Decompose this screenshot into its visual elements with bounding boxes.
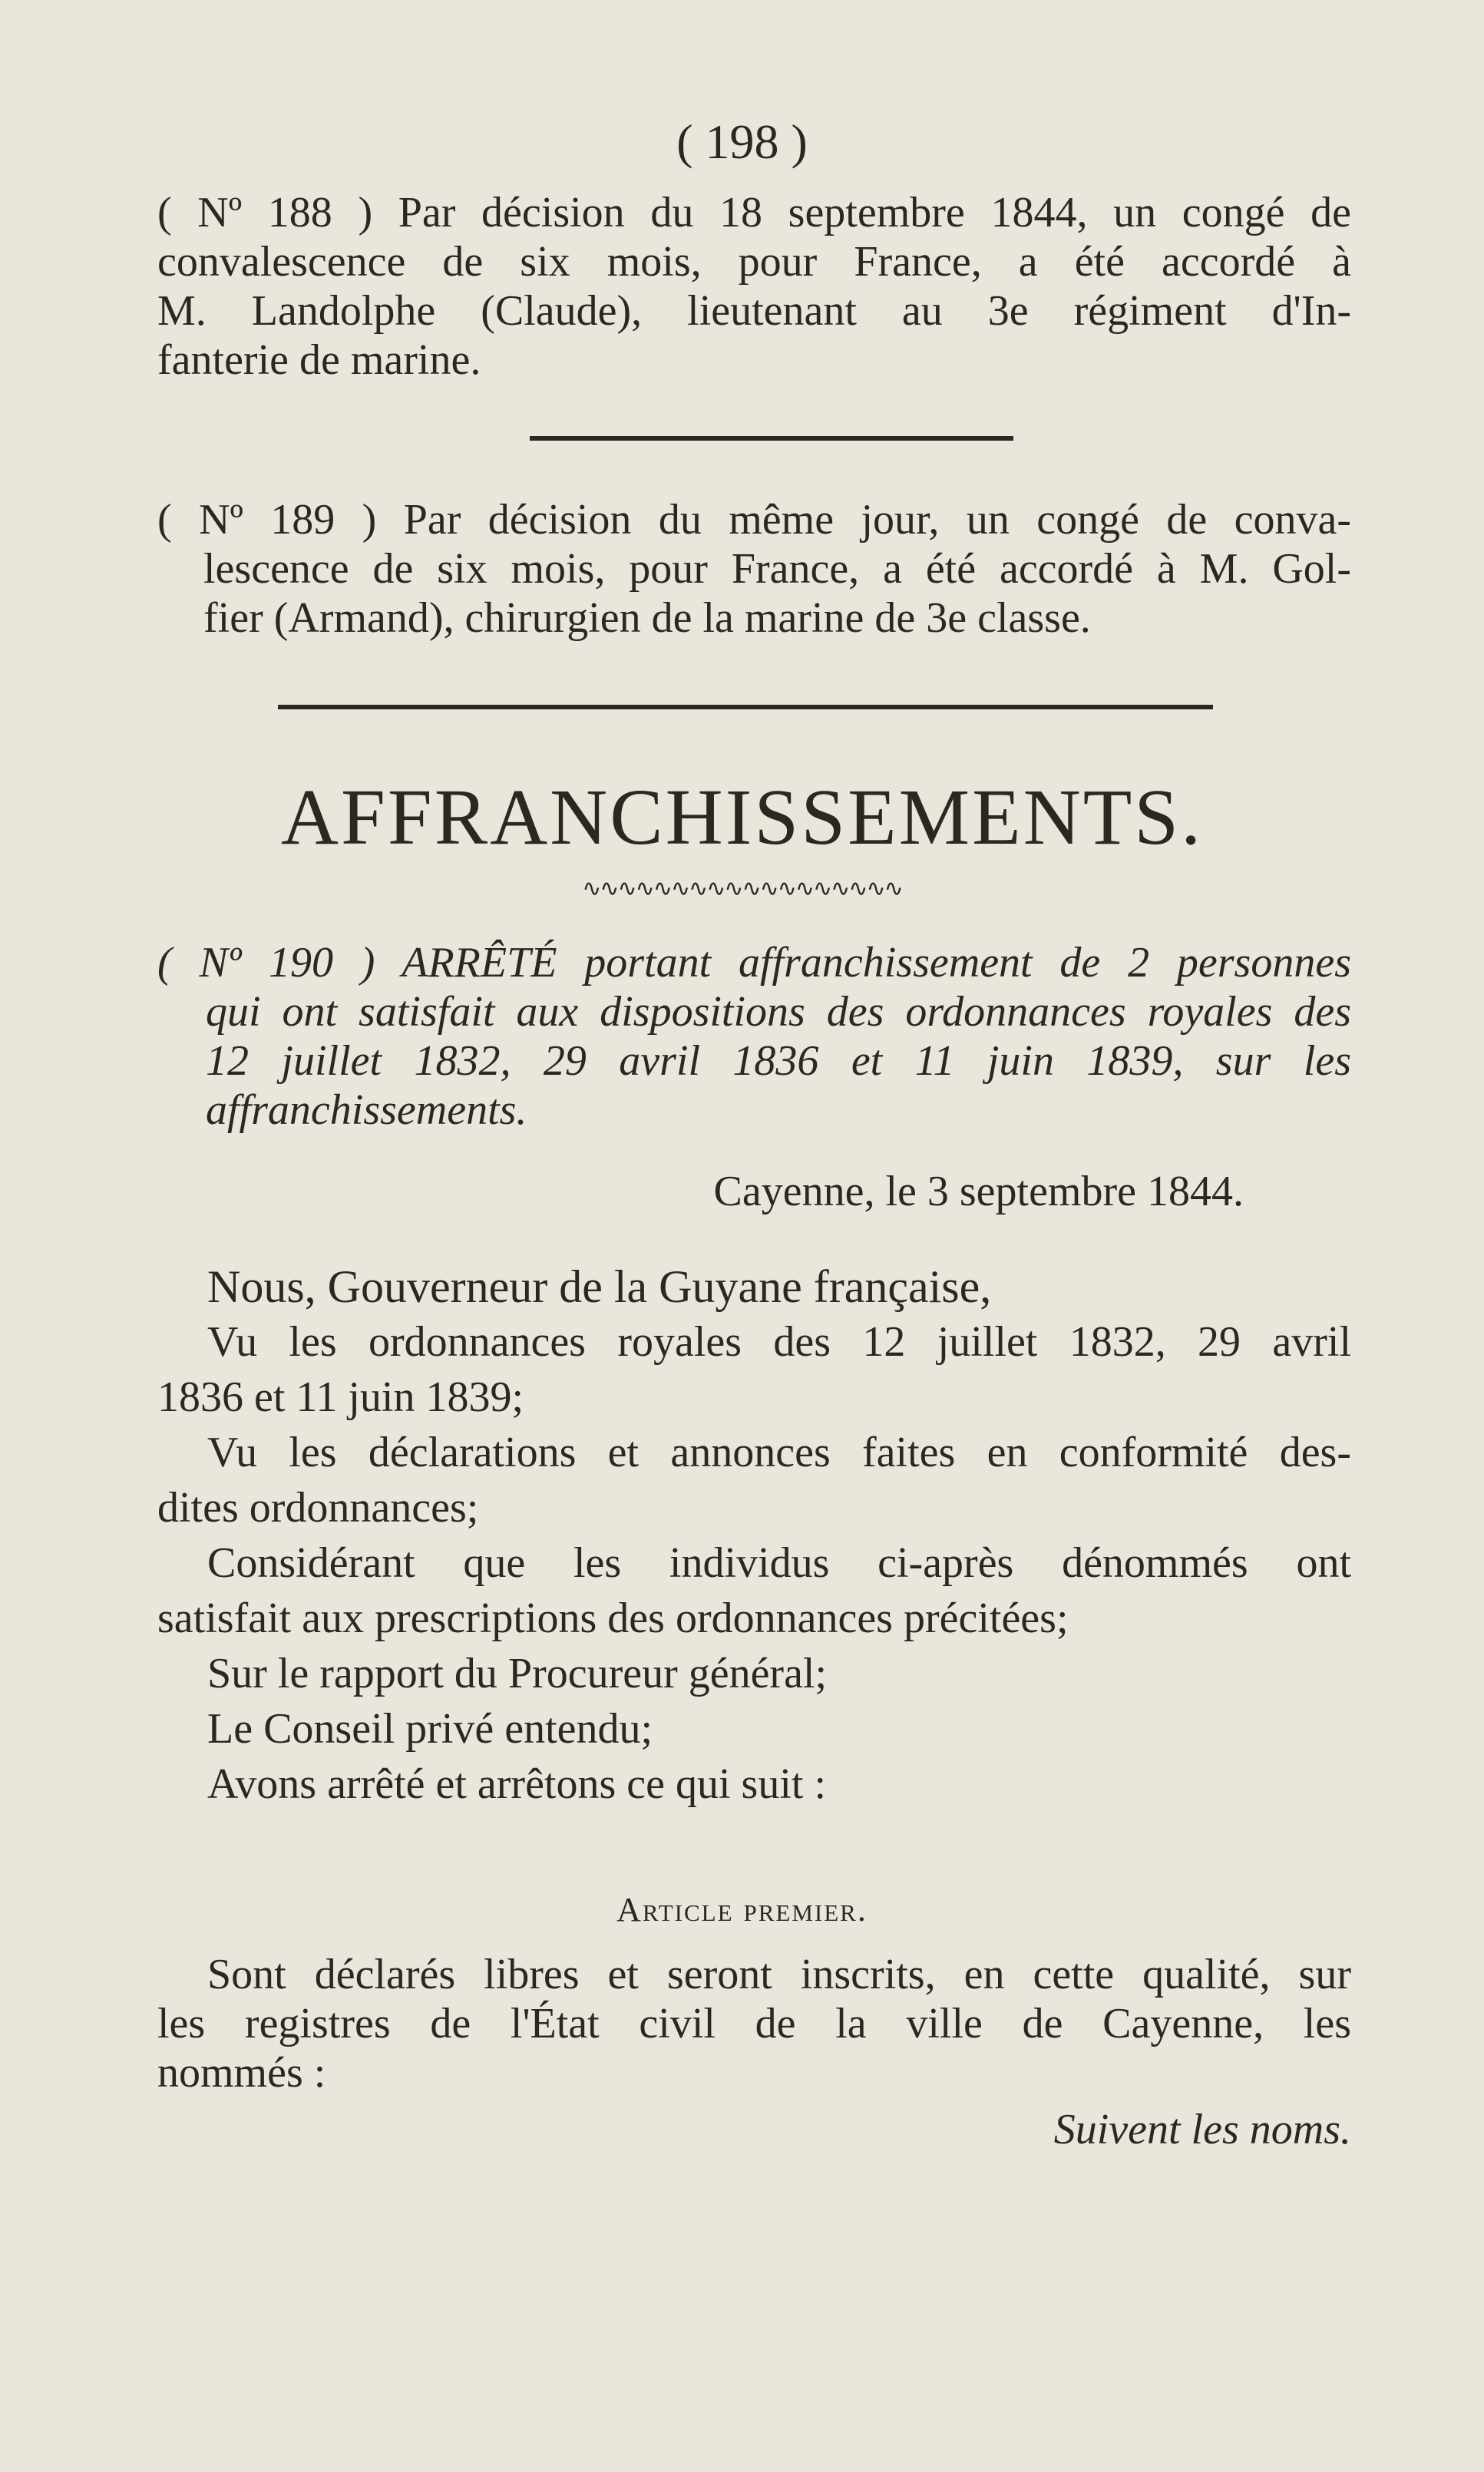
entry-189-line: lescence de six mois, pour France, a été accordé à M. Gol- (203, 545, 1351, 593)
article-text (157, 1950, 1351, 2097)
closing-note: Suivent les noms. (1053, 2106, 1351, 2153)
body-line: Vu les ordonnances royales des 12 juillet 1832, 29 avril (207, 1318, 1351, 1366)
entry-190-line: affranchissements. (206, 1086, 527, 1134)
article-line: nommés : (157, 2049, 326, 2097)
entry-188-line: fanterie de marine. (157, 336, 481, 384)
entry-190-line: ( Nº 190 ) ARRÊTÉ portant affranchissement de 2 personnes (157, 939, 1351, 986)
ornament-divider: ∿∿∿∿∿∿∿∿∿∿∿∿∿∿∿∿∿∿ (582, 876, 902, 901)
entry-189-line: ( Nº 189 ) Par décision du même jour, un congé de conva- (157, 496, 1351, 544)
entry-188-line: ( Nº 188 ) Par décision du 18 septembre 1844, un congé de (157, 189, 1351, 236)
place-date: Cayenne, le 3 septembre 1844. (713, 1168, 1244, 1215)
decree-body (157, 1259, 1351, 1812)
entry-189-line: fier (Armand), chirurgien de la marine de 3e classe. (203, 594, 1091, 642)
body-line: 1836 et 11 juin 1839; (157, 1373, 524, 1421)
body-line: Sur le rapport du Procureur général; (207, 1650, 828, 1697)
section-rule (278, 705, 1213, 709)
entry-190-line: qui ont satisfait aux dispositions des ordonnances royales des (206, 988, 1351, 1036)
article-line: les registres de l'État civil de la ville de Cayenne, les (157, 2000, 1351, 2047)
entry-188-line: M. Landolphe (Claude), lieutenant au 3e régiment d'In- (157, 287, 1351, 335)
body-line: Considérant que les individus ci-après dénommés ont (207, 1539, 1351, 1587)
body-line: satisfait aux prescriptions des ordonnances précitées; (157, 1595, 1069, 1642)
body-line: Avons arrêté et arrêtons ce qui suit : (207, 1760, 827, 1808)
article-title: Article premier. (616, 1891, 868, 1928)
body-line: Nous, Gouverneur de la Guyane française, (207, 1261, 992, 1312)
article-line: Sont déclarés libres et seront inscrits, en cette qualité, sur (207, 1951, 1351, 1998)
entry-190 (157, 938, 1351, 1135)
section-heading: AFFRANCHISSEMENTS. (280, 773, 1204, 861)
body-line: Le Conseil privé entendu; (207, 1705, 653, 1753)
entry-189 (157, 495, 1351, 643)
entry-188-line: convalescence de six mois, pour France, a été accordé à (157, 238, 1351, 286)
body-line: dites ordonnances; (157, 1484, 479, 1532)
entry-190-line: 12 juillet 1832, 29 avril 1836 et 11 juin 1839, sur les (206, 1037, 1351, 1085)
body-line: Vu les déclarations et annonces faites en conformité des- (207, 1429, 1351, 1476)
entry-188 (157, 188, 1351, 385)
separator-rule (530, 436, 1013, 441)
page-number: ( 198 ) (676, 114, 808, 169)
